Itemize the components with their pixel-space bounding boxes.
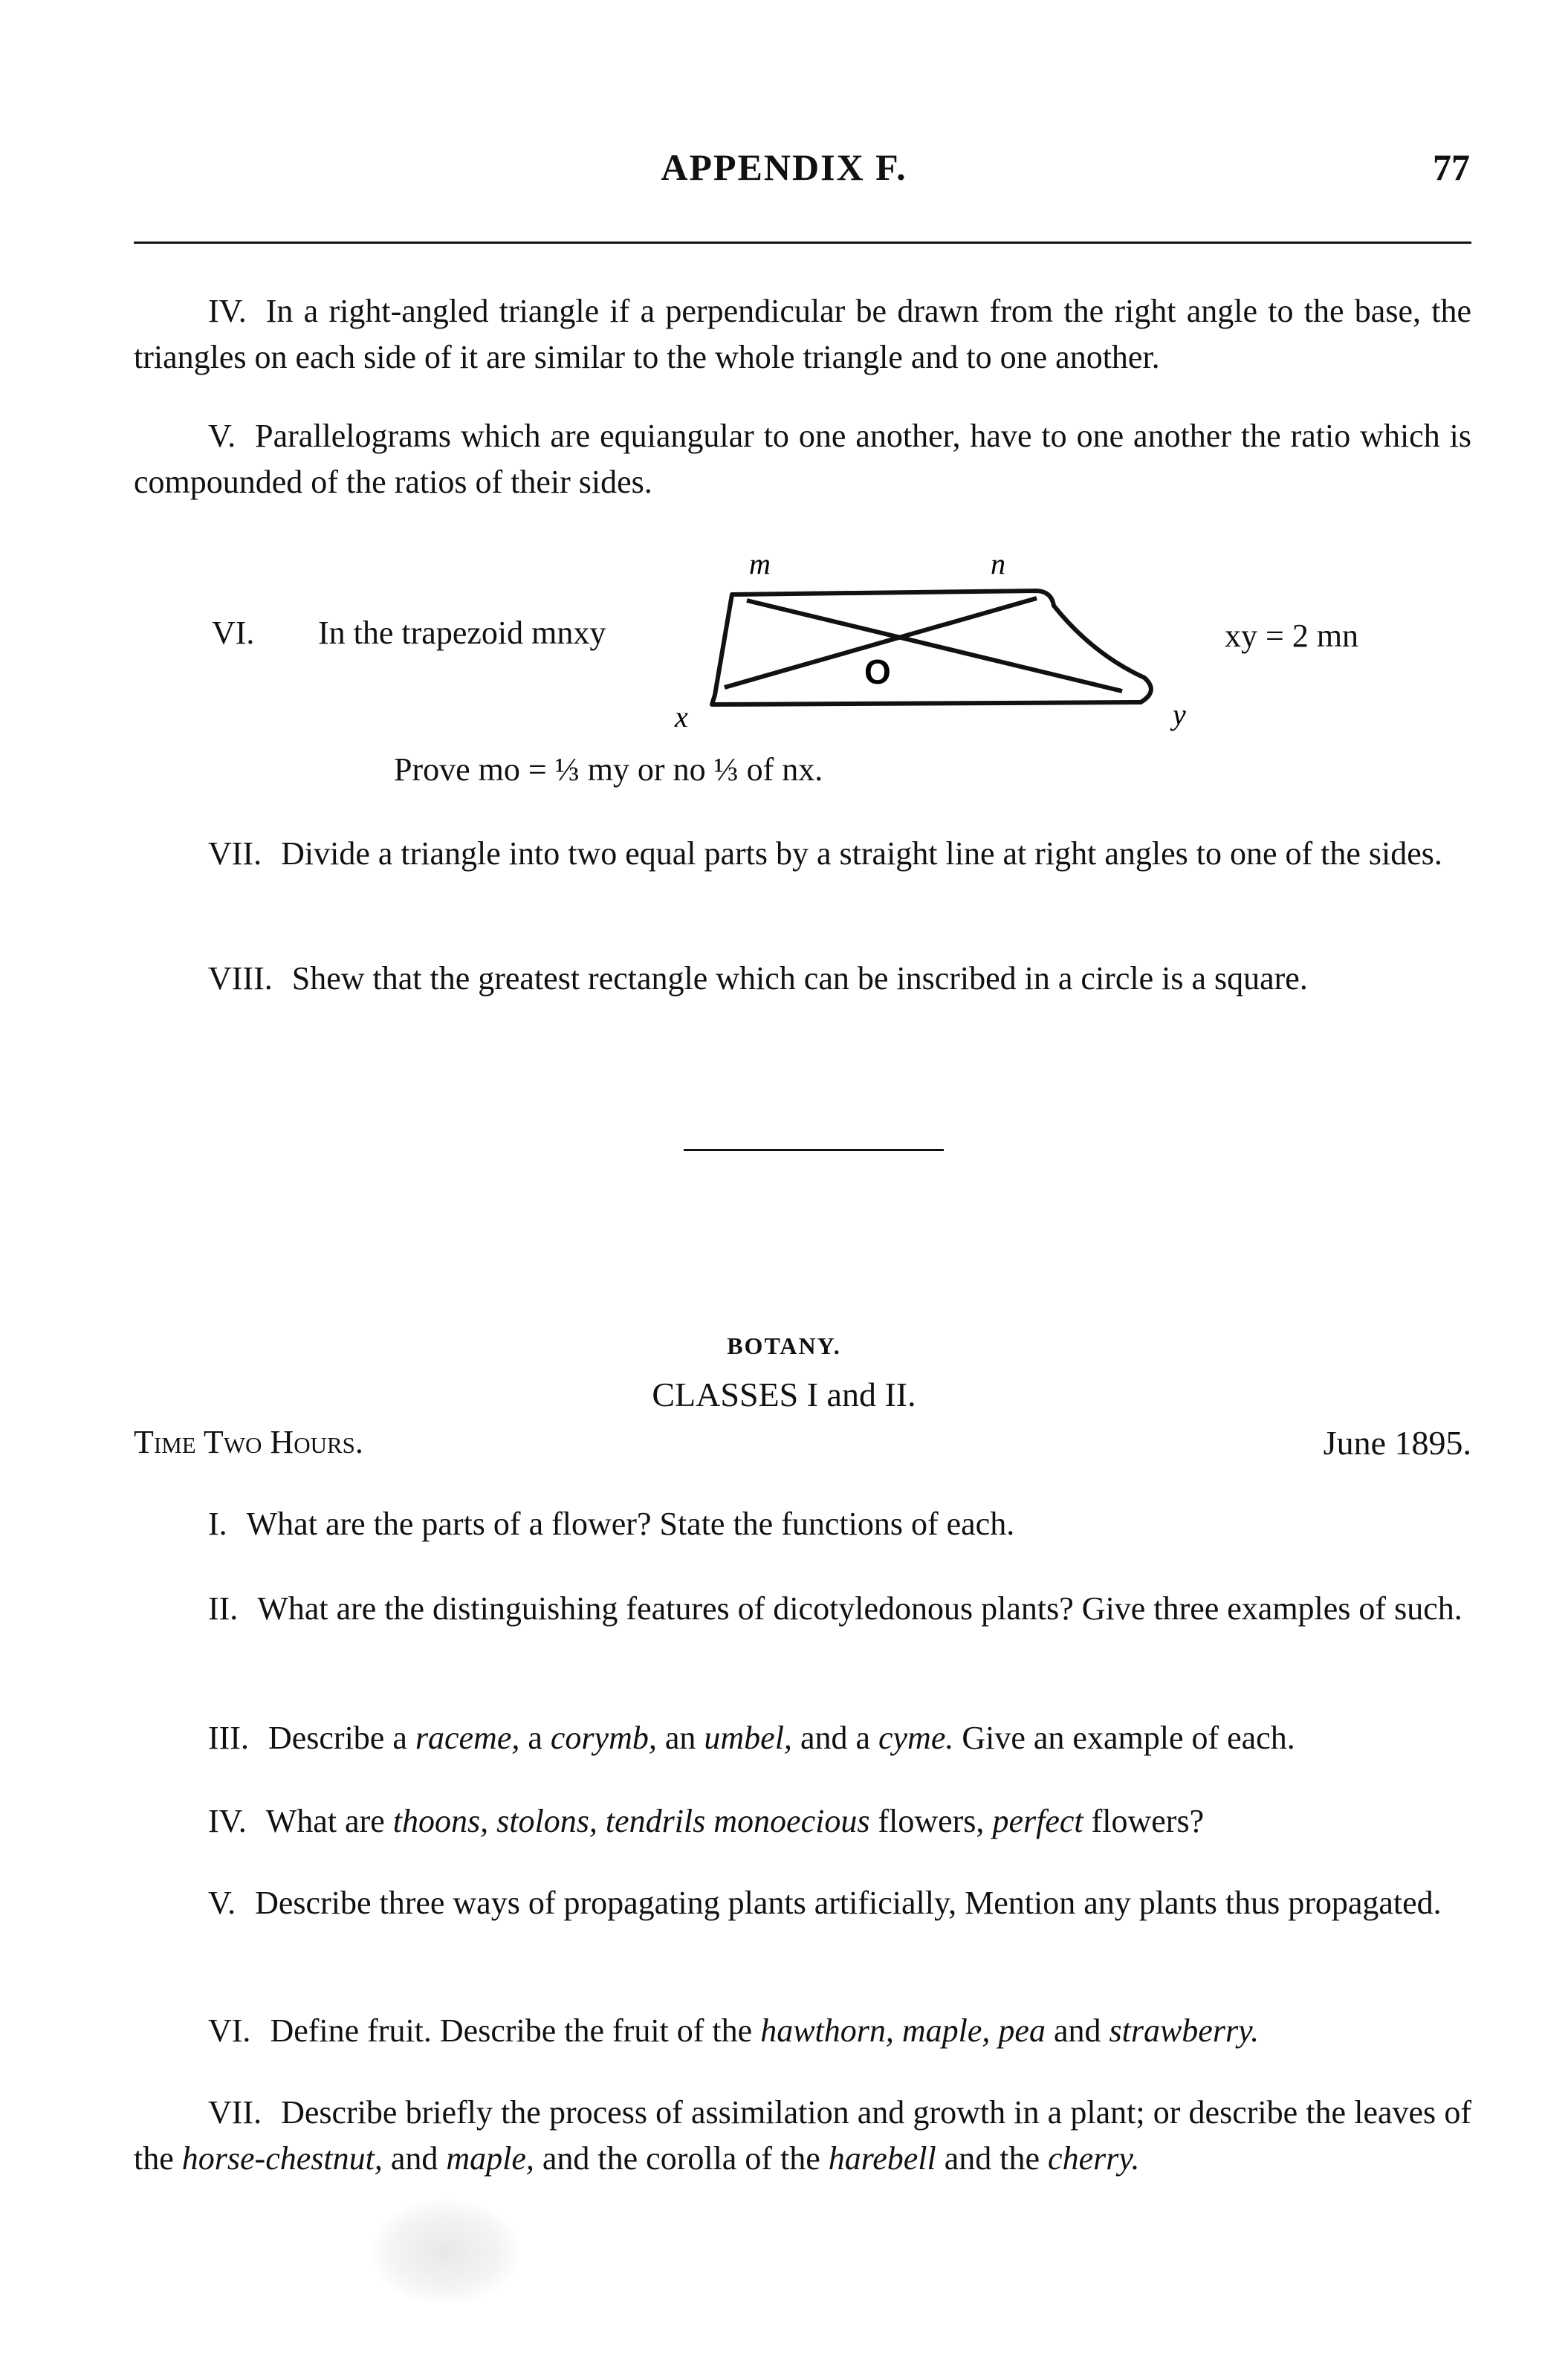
question-number: VII. [208,2094,262,2131]
question-text: an [656,1720,704,1756]
term-tendrils-monoecious: tendrils monoecious [605,1803,870,1839]
term-cyme: cyme. [878,1720,954,1756]
question-botany-iv [134,1798,1471,1844]
term-strawberry: strawberry. [1109,2012,1260,2049]
question-text: Describe three ways of propagating plants artificially, Mention any plants thus propagated. [255,1885,1442,1921]
term-stolons: stolons, [496,1803,597,1839]
term-thoons: thoons, [392,1803,489,1839]
question-text: and the [936,2140,1049,2177]
term-pea: pea [998,2012,1046,2049]
trapezoid-question-text: In the trapezoid mnxy [318,615,606,651]
section-heading: BOTANY. [727,1332,841,1359]
question-botany-vii [134,2090,1471,2182]
term-umbel: umbel, [704,1720,792,1756]
term-maple: maple, [901,2012,991,2049]
question-text: Shew that the greatest rectangle which can be inscribed in a circle is a square. [291,960,1308,997]
question-text: What are the distinguishing features of dicotyledonous plants? Give three examples of such. [257,1590,1462,1627]
question-number: I. [208,1506,227,1542]
question-text: Divide a triangle into two equal parts by a straight line at right angles to one of the sides. [281,835,1442,872]
question-number: II. [208,1590,239,1627]
question-number: VI. [212,615,255,651]
question-number: V. [208,418,236,454]
question-botany-v [134,1880,1471,1926]
exam-date: June 1895. [1323,1424,1471,1462]
term-maple: maple, [446,2140,534,2177]
vertex-label-m: m [749,547,771,580]
trapezoid-condition: xy = 2 mn [1225,618,1359,654]
page-title: APPENDIX F. [661,146,907,188]
question-number: VII. [208,835,262,872]
question-text: and [382,2140,447,2177]
question-geometry-viii [134,956,1471,1002]
question-text: What are the parts of a flower? State the functions of each. [246,1506,1015,1542]
question-text: flowers? [1083,1803,1205,1839]
question-number: VI. [208,2012,251,2049]
question-text [990,2012,998,2049]
question-number: VIII. [208,960,273,997]
question-text: Describe briefly the process of assimilation and growth in a plant; or describe the leaves of the [134,2094,1471,2177]
trapezoid-prove: Prove mo = ⅓ my or no ⅓ of nx. [394,751,823,788]
term-harebell: harebell [828,2140,936,2177]
section-divider [684,1149,944,1151]
question-text: Give an example of each. [953,1720,1295,1756]
intersection-label-o: O [864,652,891,691]
question-text: and [1045,2012,1109,2049]
diagonal-my [747,600,1122,691]
question-botany-vi [134,2008,1471,2054]
page-number: 77 [1433,146,1470,188]
question-number: IV. [208,1803,247,1839]
question-text: flowers, [869,1803,993,1839]
exam-time: Time Two Hours. [134,1424,363,1460]
term-corymb: corymb, [550,1720,657,1756]
question-text [488,1803,496,1839]
question-number: IV. [208,293,247,329]
question-text: Parallelograms which are equiangular to one another, have to one another the ratio which is compounded of the ratios of their sides. [134,418,1471,500]
term-hawthorn: hawthorn, [760,2012,894,2049]
question-botany-iii [134,1715,1471,1761]
vertex-label-y: y [1173,698,1186,731]
term-cherry: cherry. [1048,2140,1140,2177]
question-text: a [519,1720,551,1756]
term-perfect: perfect [992,1803,1083,1839]
question-text: Describe a [268,1720,415,1756]
vertex-label-n: n [991,547,1005,580]
question-text [894,2012,902,2049]
question-number: III. [208,1720,249,1756]
question-text: What are [265,1803,393,1839]
paper-smudge [372,2200,520,2304]
question-text: Define fruit. Describe the fruit of the [270,2012,761,2049]
trapezoid-diagram [0,0,1568,751]
question-number: V. [208,1885,236,1921]
question-botany-i [134,1501,1471,1547]
vertex-label-x: x [675,700,688,733]
question-botany-ii [134,1586,1471,1632]
question-geometry-vii [134,831,1471,877]
question-text: In a right-angled triangle if a perpendicular be drawn from the right angle to the base, the triangles on each side of it are similar to the whole triangle and to one another. [134,293,1471,375]
question-text [597,1803,606,1839]
term-raceme: raceme, [415,1720,520,1756]
question-text: and the corolla of the [534,2140,829,2177]
section-classes: CLASSES I and II. [652,1376,916,1413]
term-horse-chestnut: horse-chestnut, [181,2140,383,2177]
question-text: and a [791,1720,878,1756]
